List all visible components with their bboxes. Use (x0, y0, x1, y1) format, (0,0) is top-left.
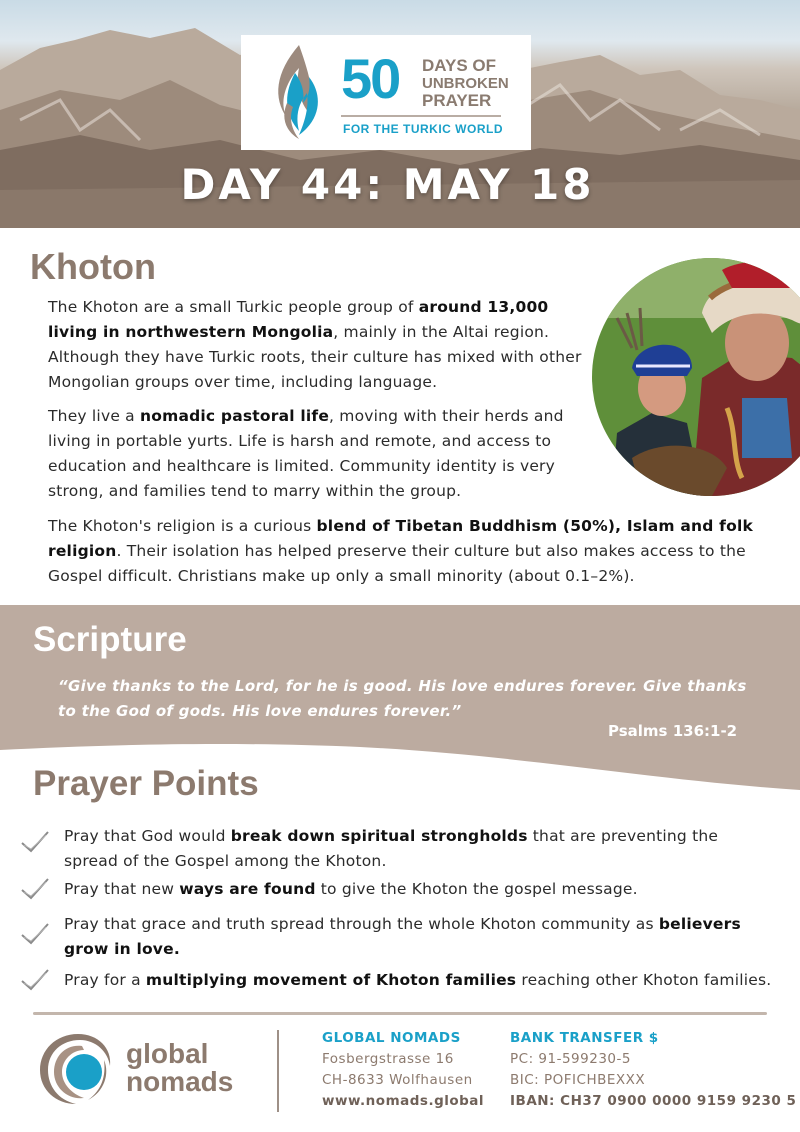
org-contact-block (322, 1028, 484, 1112)
text-run: Pray that God would (64, 827, 231, 845)
text-run: reaching other Khoton families. (516, 971, 772, 989)
prayer-point-text (64, 968, 776, 993)
campaign-logo (241, 35, 531, 150)
prayer-points-heading: Prayer Points (33, 764, 259, 803)
logo-line-3: PRAYER (422, 91, 492, 110)
people-group-heading: Khoton (30, 246, 156, 287)
logo-line-1: DAYS OF (422, 56, 497, 75)
bank-iban: IBAN: CH37 0900 0000 9159 9230 5 (510, 1093, 797, 1109)
prayer-point-text (64, 877, 776, 902)
scripture-reference: Psalms 136:1-2 (608, 722, 738, 740)
brand-word-2: nomads (126, 1066, 234, 1097)
footer-divider (33, 1012, 767, 1015)
logo-divider (341, 115, 501, 117)
day-title: DAY 44: MAY 18 (180, 160, 595, 209)
text-run: Pray that grace and truth spread through the whole Khoton community as (64, 915, 659, 933)
text-run: that are preventing the spread of the Gospel among the Khoton. (64, 827, 719, 870)
scripture-heading: Scripture (33, 620, 187, 659)
emphasis-text: break down spiritual strongholds (230, 827, 528, 845)
emphasis-text: blend of Tibetan Buddhism (50%), Islam and folk religion (48, 517, 753, 560)
checkmark-icon (20, 968, 50, 992)
scripture-quote: “Give thanks to the Lord, for he is good. His love endures forever. Give thanks to the God of gods. His love endures forever.” (58, 677, 747, 720)
photo-illustration (592, 258, 800, 496)
header-banner (0, 0, 800, 228)
org-address-line-2: CH-8633 Wolfhausen (322, 1072, 473, 1088)
intro-paragraph (48, 295, 588, 395)
bank-transfer-block (510, 1028, 796, 1112)
text-run: The Khoton's religion is a curious (48, 517, 317, 535)
text-run: Pray for a (64, 971, 146, 989)
logo-line-2: UNBROKEN (422, 75, 509, 92)
globe-swirl-logo-icon (38, 1030, 118, 1108)
logo-number: 50 (341, 47, 400, 110)
checkmark-icon (20, 922, 50, 946)
text-run: to give the Khoton the gospel message. (315, 880, 638, 898)
text-run: The Khoton are a small Turkic people group of (48, 298, 419, 316)
bank-title: BANK TRANSFER $ (510, 1030, 659, 1046)
lifestyle-paragraph (48, 404, 588, 504)
khoton-people-photo (592, 258, 800, 496)
bank-bic: BIC: POFICHBEXXX (510, 1072, 646, 1088)
prayer-point-text (64, 912, 776, 962)
religion-paragraph (48, 514, 768, 589)
emphasis-text: believers grow in love. (64, 915, 741, 958)
logo-subtitle: FOR THE TURKIC WORLD (343, 122, 503, 136)
emphasis-text: around 13,000 living in northwestern Mongolia (48, 298, 549, 341)
emphasis-text: multiplying movement of Khoton families (145, 971, 517, 989)
footer-vertical-divider (277, 1030, 279, 1112)
checkmark-icon (20, 877, 50, 901)
org-title: GLOBAL NOMADS (322, 1030, 461, 1046)
bank-pc: PC: 91-599230-5 (510, 1051, 631, 1067)
text-run: . Their isolation has helped preserve their culture but also makes access to the Gospel difficult. Christians make up only a small minority (about 0.1–2%). (48, 542, 746, 585)
text-run: , moving with their herds and living in portable yurts. Life is harsh and remote, and access to education and healthcare is limited. Community identity is very strong, and families tend to marry within the group. (48, 407, 564, 500)
flame-logo-icon (265, 43, 331, 143)
website-link[interactable]: www.nomads.global (322, 1093, 485, 1109)
emphasis-text: nomadic pastoral life (140, 407, 330, 425)
text-run: They live a (48, 407, 141, 425)
prayer-point-text (64, 824, 776, 874)
emphasis-text: ways are found (179, 880, 316, 898)
text-run: , mainly in the Altai region. Although they have Turkic roots, their culture has mixed with other Mongolian groups over time, including language. (48, 323, 582, 391)
checkmark-icon (20, 830, 50, 854)
brand-word-1: global (126, 1038, 209, 1069)
text-run: Pray that new (64, 880, 180, 898)
org-address-line-1: Fosbergstrasse 16 (322, 1051, 454, 1067)
